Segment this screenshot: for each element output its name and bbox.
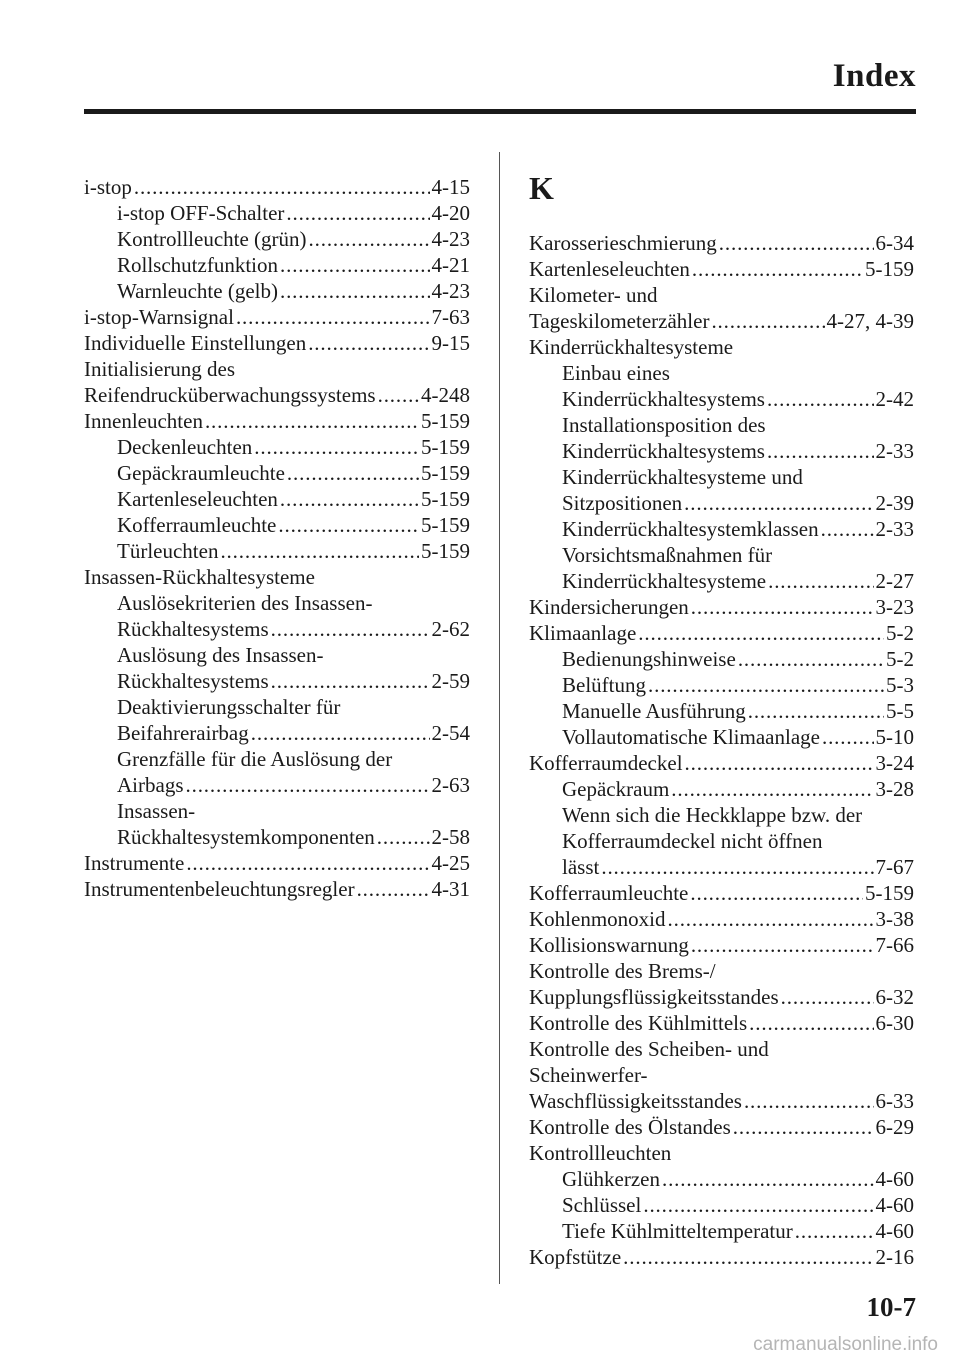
index-entry xyxy=(529,568,914,594)
entry-page-ref: 5-5 xyxy=(886,699,914,723)
dot-leader xyxy=(768,568,873,594)
index-entry xyxy=(529,334,914,360)
index-entry xyxy=(529,282,914,308)
entry-page-ref: 5-159 xyxy=(421,435,470,459)
dot-leader xyxy=(691,932,874,958)
index-entry xyxy=(84,538,470,564)
dot-leader xyxy=(280,278,430,304)
index-entry xyxy=(84,668,470,694)
dot-leader xyxy=(220,538,419,564)
entry-text: Tageskilometerzähler xyxy=(529,309,710,333)
entry-page-ref: 4-60 xyxy=(875,1193,914,1217)
entry-text: lässt xyxy=(562,855,600,879)
dot-leader xyxy=(280,486,419,512)
dot-leader xyxy=(271,668,430,694)
entry-page-ref: 2-27 xyxy=(875,569,914,593)
index-entry xyxy=(84,486,470,512)
index-entry xyxy=(529,880,914,906)
dot-leader xyxy=(685,750,874,776)
dot-leader xyxy=(278,512,419,538)
index-entry xyxy=(529,308,914,334)
index-entry xyxy=(529,724,914,750)
entry-page-ref: 6-33 xyxy=(875,1089,914,1113)
index-entry xyxy=(84,642,470,668)
entry-text: Kinderrückhaltesystemklassen xyxy=(562,517,819,541)
index-entry xyxy=(529,854,914,880)
entry-page-ref: 4-25 xyxy=(431,851,470,875)
entry-text: Rückhaltesystemkomponenten xyxy=(117,825,375,849)
entry-text: Kofferraumleuchte xyxy=(529,881,689,905)
entry-page-ref: 4-23 xyxy=(431,279,470,303)
entry-page-ref: 5-159 xyxy=(865,881,914,905)
index-entry xyxy=(529,256,914,282)
entry-page-ref: 5-2 xyxy=(886,621,914,645)
entry-text: Rollschutzfunktion xyxy=(117,253,278,277)
index-entry xyxy=(84,382,470,408)
index-entry xyxy=(84,174,470,200)
index-entry xyxy=(529,360,914,386)
index-entry xyxy=(84,200,470,226)
dot-leader xyxy=(254,434,419,460)
dot-leader xyxy=(357,876,430,902)
dot-leader xyxy=(781,984,874,1010)
index-entry xyxy=(84,226,470,252)
dot-leader xyxy=(287,460,419,486)
entry-text: Rückhaltesystems xyxy=(117,617,269,641)
entry-text: Kinderrückhaltesysteme xyxy=(562,569,767,593)
index-entry xyxy=(84,694,470,720)
entry-text: Kupplungsflüssigkeitsstandes xyxy=(529,985,779,1009)
dot-leader xyxy=(648,672,884,698)
entry-page-ref: 2-33 xyxy=(875,439,914,463)
dot-leader xyxy=(821,516,874,542)
dot-leader xyxy=(748,698,884,724)
index-entry xyxy=(84,252,470,278)
entry-page-ref: 6-34 xyxy=(875,231,914,255)
entry-text: i-stop-Warnsignal xyxy=(84,305,234,329)
entry-text: Kontrolle des Brems-/ xyxy=(529,959,716,983)
entry-text: Kinderrückhaltesystems xyxy=(562,387,765,411)
entry-page-ref: 5-159 xyxy=(421,539,470,563)
entry-page-ref: 3-23 xyxy=(875,595,914,619)
entry-text: Vorsichtsmaßnahmen für xyxy=(562,543,773,567)
entry-page-ref: 2-58 xyxy=(431,825,470,849)
entry-page-ref: 4-60 xyxy=(875,1167,914,1191)
entry-text: Vollautomatische Klimaanlage xyxy=(562,725,820,749)
entry-page-ref: 9-15 xyxy=(431,331,470,355)
index-entry xyxy=(529,1010,914,1036)
entry-text: Kofferraumleuchte xyxy=(117,513,277,537)
dot-leader xyxy=(643,1192,873,1218)
entry-text: Kofferraumdeckel nicht öffnen xyxy=(562,829,823,853)
index-entry xyxy=(84,850,470,876)
entry-page-ref: 2-39 xyxy=(875,491,914,515)
entry-text: Grenzfälle für die Auslösung der xyxy=(117,747,393,771)
entry-page-ref: 5-2 xyxy=(886,647,914,671)
index-entry xyxy=(529,464,914,490)
entry-text: Kontrolle des Ölstandes xyxy=(529,1115,731,1139)
entry-text: Kollisionswarnung xyxy=(529,933,689,957)
entry-page-ref: 5-159 xyxy=(865,257,914,281)
dot-leader xyxy=(251,720,430,746)
entry-page-ref: 2-42 xyxy=(875,387,914,411)
dot-leader xyxy=(744,1088,874,1114)
index-entry xyxy=(529,1088,914,1114)
entry-text: Deaktivierungsschalter für xyxy=(117,695,341,719)
entry-text: Kofferraumdeckel xyxy=(529,751,683,775)
entry-text: Kontrolle des Scheiben- und xyxy=(529,1037,769,1061)
entry-text: Deckenleuchten xyxy=(117,435,253,459)
entry-text: Schlüssel xyxy=(562,1193,642,1217)
dot-leader xyxy=(738,646,884,672)
dot-leader xyxy=(309,226,430,252)
section-letter: K xyxy=(529,170,554,206)
dot-leader xyxy=(767,386,874,412)
entry-text: Wenn sich die Heckklappe bzw. der xyxy=(562,803,863,827)
index-entry xyxy=(529,516,914,542)
entry-text: Kinderrückhaltesystems xyxy=(562,439,765,463)
index-entry xyxy=(529,1218,914,1244)
entry-page-ref: 2-54 xyxy=(431,721,470,745)
entry-page-ref: 4-27, 4-39 xyxy=(826,309,914,333)
entry-text: Gepäckraum xyxy=(562,777,670,801)
index-entry xyxy=(84,512,470,538)
dot-leader xyxy=(668,906,874,932)
entry-page-ref: 5-10 xyxy=(875,725,914,749)
index-entry xyxy=(529,1192,914,1218)
entry-text: Glühkerzen xyxy=(562,1167,660,1191)
entry-page-ref: 4-20 xyxy=(431,201,470,225)
entry-text: Waschflüssigkeitsstandes xyxy=(529,1089,742,1113)
index-column-right xyxy=(529,170,914,1270)
index-entry xyxy=(84,772,470,798)
index-entry xyxy=(529,672,914,698)
index-entry xyxy=(84,746,470,772)
index-entry xyxy=(84,616,470,642)
entry-text: Beifahrerairbag xyxy=(117,721,249,745)
entry-text: Airbags xyxy=(117,773,184,797)
entry-text: Insassen- xyxy=(117,799,196,823)
index-entry xyxy=(84,356,470,382)
dot-leader xyxy=(711,308,824,334)
index-entry xyxy=(529,776,914,802)
entry-text: Auslösekriterien des Insassen- xyxy=(117,591,373,615)
dot-leader xyxy=(308,330,429,356)
dot-leader xyxy=(692,256,863,282)
dot-leader xyxy=(236,304,430,330)
dot-leader xyxy=(377,824,430,850)
entry-page-ref: 3-38 xyxy=(875,907,914,931)
entry-text: Auslösung des Insassen- xyxy=(117,643,324,667)
index-column-left xyxy=(84,174,470,902)
entry-page-ref: 5-159 xyxy=(421,513,470,537)
entry-text: Kindersicherungen xyxy=(529,595,689,619)
dot-leader xyxy=(186,772,430,798)
entry-page-ref: 4-60 xyxy=(875,1219,914,1243)
index-entry xyxy=(84,330,470,356)
dot-leader xyxy=(690,880,863,906)
entry-page-ref: 5-159 xyxy=(421,461,470,485)
entry-text: Karosserieschmierung xyxy=(529,231,717,255)
index-entry xyxy=(84,408,470,434)
index-entry xyxy=(529,438,914,464)
entry-text: Scheinwerfer- xyxy=(529,1063,648,1087)
index-entry xyxy=(529,386,914,412)
entry-text: Kohlenmonoxid xyxy=(529,907,666,931)
title-rule xyxy=(84,109,916,114)
entry-page-ref: 4-23 xyxy=(431,227,470,251)
entry-text: Instrumente xyxy=(84,851,185,875)
index-entry xyxy=(529,698,914,724)
entry-page-ref: 6-32 xyxy=(875,985,914,1009)
index-entry xyxy=(84,876,470,902)
entry-page-ref: 5-159 xyxy=(421,487,470,511)
watermark: carmanualsonline.info xyxy=(753,1334,938,1355)
entry-page-ref: 2-63 xyxy=(431,773,470,797)
entry-text: i-stop xyxy=(84,175,132,199)
index-entry xyxy=(529,1140,914,1166)
index-entry xyxy=(84,720,470,746)
dot-leader xyxy=(271,616,430,642)
entry-text: Kilometer- und xyxy=(529,283,658,307)
entry-page-ref: 7-66 xyxy=(875,933,914,957)
dot-leader xyxy=(623,1244,873,1270)
entry-text: Individuelle Einstellungen xyxy=(84,331,307,355)
entry-text: Türleuchten xyxy=(117,539,219,563)
entry-text: Klimaanlage xyxy=(529,621,637,645)
index-entry xyxy=(529,646,914,672)
index-entry xyxy=(529,984,914,1010)
entry-text: Kontrollleuchte (grün) xyxy=(117,227,307,251)
entry-page-ref: 5-159 xyxy=(421,409,470,433)
index-entry xyxy=(529,802,914,828)
entry-text: Kinderrückhaltesysteme und xyxy=(562,465,803,489)
dot-leader xyxy=(205,408,419,434)
dot-leader xyxy=(186,850,429,876)
entry-text: Bedienungshinweise xyxy=(562,647,736,671)
entry-text: Kontrollleuchten xyxy=(529,1141,672,1165)
dot-leader xyxy=(378,382,419,408)
entry-text: Einbau eines xyxy=(562,361,670,385)
entry-page-ref: 2-33 xyxy=(875,517,914,541)
dot-leader xyxy=(662,1166,874,1192)
index-entry xyxy=(529,230,914,256)
entry-text: Kartenleseleuchten xyxy=(529,257,690,281)
index-entry xyxy=(529,1062,914,1088)
entry-text: Initialisierung des xyxy=(84,357,236,381)
entry-page-ref: 5-3 xyxy=(886,673,914,697)
page-title: Index xyxy=(832,58,916,94)
index-entry xyxy=(84,824,470,850)
dot-leader xyxy=(286,200,429,226)
entry-text: i-stop OFF-Schalter xyxy=(117,201,285,225)
entry-page-ref: 4-15 xyxy=(431,175,470,199)
dot-leader xyxy=(671,776,873,802)
entry-text: Gepäckraumleuchte xyxy=(117,461,285,485)
entry-page-ref: 2-59 xyxy=(431,669,470,693)
entry-text: Sitzpositionen xyxy=(562,491,683,515)
entry-page-ref: 4-21 xyxy=(431,253,470,277)
index-entry xyxy=(529,750,914,776)
entry-page-ref: 4-31 xyxy=(431,877,470,901)
dot-leader xyxy=(638,620,884,646)
entry-text: Kontrolle des Kühlmittels xyxy=(529,1011,748,1035)
entry-page-ref: 7-67 xyxy=(875,855,914,879)
index-entry xyxy=(529,906,914,932)
dot-leader xyxy=(684,490,873,516)
index-entry xyxy=(84,798,470,824)
dot-leader xyxy=(822,724,874,750)
index-entry xyxy=(529,1166,914,1192)
entry-text: Tiefe Kühlmitteltemperatur xyxy=(562,1219,793,1243)
index-entry xyxy=(84,304,470,330)
index-entry xyxy=(529,828,914,854)
index-entry xyxy=(529,412,914,438)
entry-text: Installationsposition des xyxy=(562,413,766,437)
entry-text: Manuelle Ausführung xyxy=(562,699,746,723)
entry-page-ref: 6-30 xyxy=(875,1011,914,1035)
dot-leader xyxy=(601,854,873,880)
entry-text: Belüftung xyxy=(562,673,646,697)
entry-text: Kinderrückhaltesysteme xyxy=(529,335,734,359)
index-entry xyxy=(529,594,914,620)
index-entry xyxy=(529,932,914,958)
index-entry xyxy=(84,460,470,486)
index-entry xyxy=(84,278,470,304)
dot-leader xyxy=(795,1218,874,1244)
dot-leader xyxy=(749,1010,873,1036)
entry-text: Innenleuchten xyxy=(84,409,203,433)
dot-leader xyxy=(733,1114,874,1140)
dot-leader xyxy=(134,174,430,200)
index-entry xyxy=(529,490,914,516)
page-number: 10-7 xyxy=(866,1292,916,1322)
entry-page-ref: 3-28 xyxy=(875,777,914,801)
index-entry xyxy=(529,620,914,646)
dot-leader xyxy=(719,230,874,256)
index-entry xyxy=(84,564,470,590)
entry-text: Reifendrucküberwachungssystems xyxy=(84,383,376,407)
index-entry xyxy=(529,1036,914,1062)
entry-text: Rückhaltesystems xyxy=(117,669,269,693)
entry-page-ref: 3-24 xyxy=(875,751,914,775)
index-entry xyxy=(529,1114,914,1140)
entry-text: Warnleuchte (gelb) xyxy=(117,279,278,303)
entry-text: Insassen-Rückhaltesysteme xyxy=(84,565,315,589)
index-entry xyxy=(529,542,914,568)
entry-page-ref: 2-62 xyxy=(431,617,470,641)
entry-page-ref: 4-248 xyxy=(421,383,470,407)
dot-leader xyxy=(691,594,874,620)
entry-page-ref: 2-16 xyxy=(875,1245,914,1269)
index-entry xyxy=(84,590,470,616)
index-entry xyxy=(529,1244,914,1270)
index-entry xyxy=(84,434,470,460)
entry-text: Kopfstütze xyxy=(529,1245,622,1269)
dot-leader xyxy=(767,438,874,464)
entry-text: Instrumentenbeleuchtungsregler xyxy=(84,877,355,901)
column-divider xyxy=(499,152,500,1284)
index-entry xyxy=(529,958,914,984)
entry-text: Kartenleseleuchten xyxy=(117,487,278,511)
entry-page-ref: 6-29 xyxy=(875,1115,914,1139)
entry-page-ref: 7-63 xyxy=(431,305,470,329)
dot-leader xyxy=(280,252,430,278)
